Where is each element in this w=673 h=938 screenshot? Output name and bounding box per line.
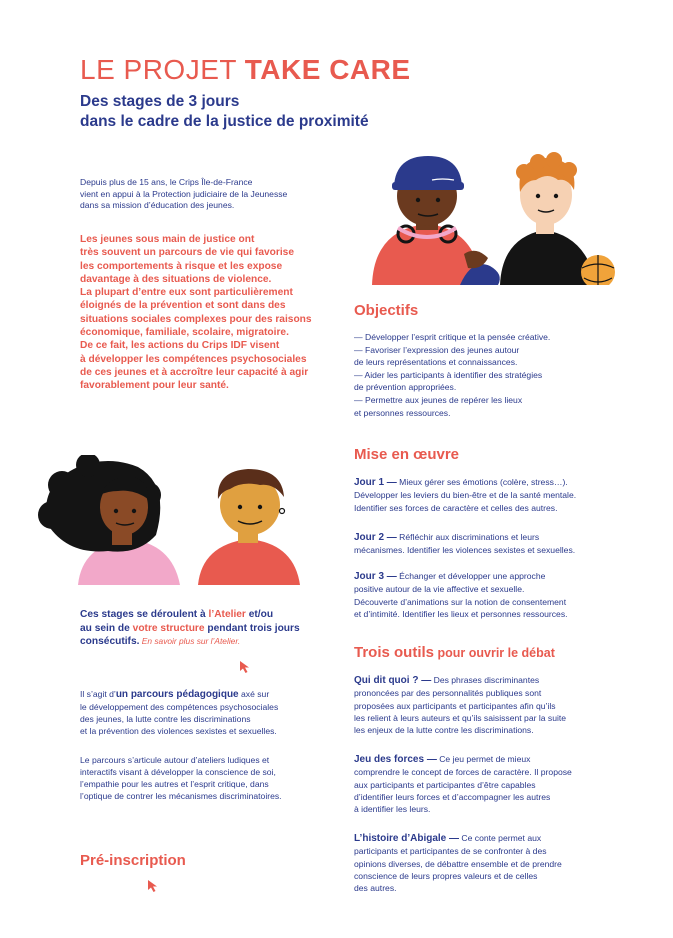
tool-text: à identifier les leurs. [354,804,431,815]
page-subtitle [80,92,369,132]
stages-paragraph [80,608,340,649]
tool-text: les relient à leurs auteurs et qu’ils saisissent par la suite [354,712,567,723]
context-line: économique, familiale, scolaire, migratoire. [80,327,289,339]
tool-text: Ce conte permet aux [459,833,542,843]
day-text: Développer les leviers du bien-être et de la santé mentale. [354,490,577,501]
title-light: LE PROJET [80,54,237,85]
day-label: Jour 3 — [354,571,397,582]
day-text: mécanismes. Identifier les violences sexistes et sexuelles. [354,545,576,556]
day-text: Découverte d’animations sur la notion de consentement [354,596,567,607]
preinscription-link[interactable]: Pré-inscription [80,852,186,869]
subtitle-line: Des stages de 3 jours [80,93,240,110]
intro-line: vient en appui à la Protection judiciaire de la Jeunesse [80,188,288,199]
section-heading-outils [354,644,555,661]
subtitle-line: dans le cadre de la justice de proximité [80,113,369,130]
list-item: — Favoriser l’expression des jeunes autour [354,344,520,355]
context-line: éloignés de la prévention et sont dans des [80,300,286,312]
tool-jeu-des-forces [354,753,659,815]
page-title [80,54,411,86]
heading-bold: Trois outils [354,644,435,661]
section-heading-mise-en-oeuvre: Mise en œuvre [354,446,460,463]
parcours-text: le développement des compétences psychosociales [80,702,279,712]
day-text: positive autour de la vie affective et sexuelle. [354,584,525,595]
context-line: de ces jeunes et à accroître leur capacité à agir [80,366,309,378]
heading-rest: pour ouvrir le débat [434,646,555,660]
parcours-text: l’empathie pour les autres et l’esprit critique, dans [80,779,269,789]
tool-text: proposées aux participants et participantes afin qu’ils [354,700,556,711]
intro-line: Depuis plus de 15 ans, le Crips Île-de-France [80,177,253,187]
intro-line: dans sa mission d’éducation des jeunes. [80,200,235,210]
stages-text: consécutifs. [80,636,140,647]
parcours-text: des jeunes, la lutte contre les discriminations [80,714,251,724]
parcours-bold: un parcours pédagogique [115,689,239,700]
tool-text: Ce jeu permet de mieux [436,754,531,764]
day-label: Jour 1 — [354,477,397,488]
cursor-arrow-icon[interactable] [147,879,159,893]
tool-text: opinions diverses, de débattre ensemble et de prendre [354,858,562,869]
tool-text: d’identifier leurs forces et d’accompagner les autres [354,791,551,802]
day-text: Réfléchir aux discriminations et leurs [396,532,540,542]
list-item: de prévention appropriées. [354,382,457,393]
tool-text: Des phrases discriminantes [431,675,540,685]
tool-text: aux participants et participantes d’être capables [354,779,536,790]
section-heading-objectifs: Objectifs [354,302,419,319]
parcours-paragraph-2 [80,754,345,802]
context-line: les comportements à risque et les expose [80,260,283,272]
tool-histoire-abigale [354,832,659,894]
stages-text: Ces stages se déroulent à [80,609,209,620]
day-3 [354,570,654,620]
tool-qui-dit-quoi [354,674,659,736]
day-text: Identifier ses forces de caractère et celles des autres. [354,502,558,513]
day-text: Échanger et développer une approche [396,571,546,581]
context-line: très souvent un parcours de vie qui favorise [80,247,295,259]
parcours-text: Le parcours s’articule autour d’ateliers ludiques et [80,755,270,765]
context-line: La plupart d’entre eux sont particulièrement [80,287,293,299]
list-item: — Aider les participants à identifier des stratégies [354,369,543,380]
title-bold: TAKE CARE [244,54,411,85]
context-line: à développer les compétences psychosociales [80,353,307,365]
day-label: Jour 2 — [354,532,397,543]
intro-paragraph [80,177,335,212]
list-item: et personnes ressources. [354,407,451,418]
stages-text: et/ou [245,609,274,620]
context-line: favorablement pour leur santé. [80,380,229,392]
context-paragraph [80,233,342,393]
day-2 [354,531,654,557]
list-item: — Permettre aux jeunes de repérer les lieux [354,394,523,405]
atelier-info-link[interactable]: En savoir plus sur l’Atelier. [139,636,241,646]
illustration-two-youths-top [372,150,617,285]
tool-label: Jeu des forces — [354,754,437,765]
parcours-text: Il s’agit d’ [80,689,116,699]
tool-label: L’histoire d’Abigale — [354,833,460,844]
tool-text: les enjeux de la lutte contre les discriminations. [354,725,534,736]
parcours-text: interactifs visant à développer la conscience de soi, [80,767,276,777]
parcours-paragraph-1 [80,688,345,737]
stages-text: pendant trois jours [204,622,300,634]
parcours-text: l’optique de contrer les mécanismes discriminatoires. [80,791,282,801]
parcours-text: et la prévention des violences sexistes et sexuelles. [80,726,277,736]
list-item: — Développer l’esprit critique et la pensée créative. [354,332,551,342]
stages-text: au sein de [80,622,133,634]
parcours-text: axé sur [238,689,270,699]
context-line: De ce fait, les actions du Crips IDF visent [80,340,280,352]
tool-text: des autres. [354,883,397,894]
context-line: Les jeunes sous main de justice ont [80,234,255,245]
context-line: davantage à des situations de violence. [80,273,272,285]
illustration-two-youths-middle [38,455,328,585]
tool-text: comprendre le concept de forces de caractère. Il propose [354,767,572,778]
tool-text: participants et participantes de se confronter à des [354,846,547,857]
tool-label: Qui dit quoi ? — [354,675,432,686]
day-text: Mieux gérer ses émotions (colère, stress…). [396,477,568,487]
list-item: de leurs représentations et connaissances. [354,357,518,368]
atelier-link[interactable]: l’Atelier [208,609,246,620]
day-text: et d’intimité. Identifier les lieux et personnes ressources. [354,608,568,619]
tool-text: conscience de leurs propres valeurs et de celles [354,870,538,881]
cursor-arrow-icon[interactable] [239,660,251,674]
day-1 [354,476,654,514]
structure-text: votre structure [132,622,205,634]
objectifs-list [354,331,654,419]
context-line: situations sociales complexes pour des raisons [80,313,312,325]
tool-text: prononcées par des personnalités publiques sont [354,688,542,699]
